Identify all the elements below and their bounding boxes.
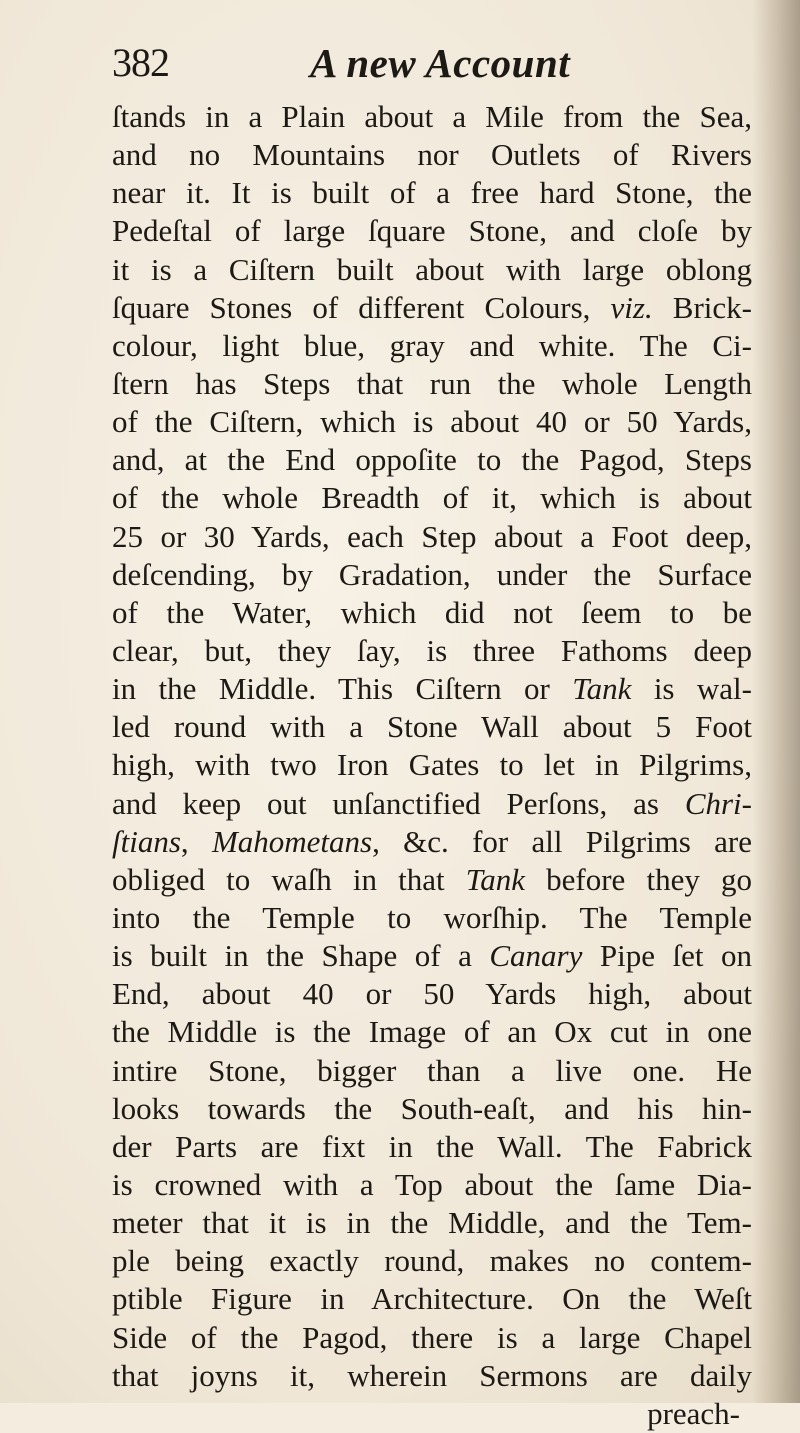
text-segment: that joyns it, wherein Sermons are daily xyxy=(112,1357,752,1393)
text-line xyxy=(112,670,752,708)
text-segment: ple being exactly round, makes no contem- xyxy=(112,1243,752,1279)
body-text xyxy=(112,98,752,1433)
text-segment: ptible Figure in Architecture. On the Weſt xyxy=(112,1281,752,1317)
text-segment: Brick- xyxy=(652,289,752,325)
text-line xyxy=(112,785,752,823)
text-segment: of the Ciſtern, which is about 40 or 50 Yards, xyxy=(112,404,752,440)
text-segment: looks towards the South-eaſt, and his hin- xyxy=(112,1090,752,1126)
text-segment: is crowned with a Top about the ſame Dia- xyxy=(112,1166,752,1202)
text-line xyxy=(112,708,752,746)
text-line xyxy=(112,632,752,670)
text-segment: in the Middle. This Ciſtern or xyxy=(112,671,573,707)
italic-word: Chri- xyxy=(684,785,752,821)
text-segment: into the Temple to worſhip. The Temple xyxy=(112,899,752,935)
text-line xyxy=(112,441,752,479)
text-line xyxy=(112,1242,752,1280)
text-segment: is built in the Shape of a xyxy=(112,938,490,974)
italic-word: Tank xyxy=(465,861,525,897)
text-line xyxy=(112,1090,752,1128)
text-line xyxy=(112,403,752,441)
text-segment: and, at the End oppoſite to the Pagod, Steps xyxy=(112,442,752,478)
text-segment: high, with two Iron Gates to let in Pilgrims, xyxy=(112,747,752,783)
text-segment: End, about 40 or 50 Yards high, about xyxy=(112,976,752,1012)
text-segment: Pedeſtal of large ſquare Stone, and cloſe by xyxy=(112,213,752,249)
text-line xyxy=(112,1166,752,1204)
italic-word: ſtians xyxy=(112,823,181,859)
text-segment: intire Stone, bigger than a live one. He xyxy=(112,1052,752,1088)
text-segment: led round with a Stone Wall about 5 Foot xyxy=(112,709,752,745)
italic-word: Tank xyxy=(572,671,632,707)
text-segment: obliged to waſh in that xyxy=(112,861,466,897)
text-line xyxy=(112,899,752,937)
text-line xyxy=(112,1395,752,1433)
text-line xyxy=(112,365,752,403)
text-segment: and keep out unſanctified Perſons, as xyxy=(112,785,685,821)
text-line xyxy=(112,98,752,136)
text-line xyxy=(112,861,752,899)
text-line xyxy=(112,1204,752,1242)
text-line xyxy=(112,136,752,174)
text-segment: deſcending, by Gradation, under the Surface xyxy=(112,556,752,592)
text-line xyxy=(112,594,752,632)
text-segment: near it. It is built of a free hard Stone, the xyxy=(112,175,752,211)
text-line xyxy=(112,1319,752,1357)
text-segment: of the whole Breadth of it, which is about xyxy=(112,480,752,516)
text-line xyxy=(112,1357,752,1395)
text-line xyxy=(112,556,752,594)
text-segment: before they go xyxy=(524,861,752,897)
text-segment: and no Mountains nor Outlets of Rivers xyxy=(112,137,752,173)
italic-word: Mahometans xyxy=(211,823,373,859)
text-line xyxy=(112,1052,752,1090)
text-line xyxy=(112,289,752,327)
text-segment: is wal- xyxy=(631,671,752,707)
text-segment: meter that it is in the Middle, and the Tem- xyxy=(112,1205,752,1241)
text-segment: Pipe ſet on xyxy=(582,938,752,974)
text-segment: clear, but, they ſay, is three Fathoms deep xyxy=(112,632,752,668)
running-head xyxy=(112,38,732,88)
text-line xyxy=(112,1128,752,1166)
text-segment: of the Water, which did not ſeem to be xyxy=(112,594,752,630)
text-segment: , xyxy=(180,823,212,859)
text-line xyxy=(112,212,752,250)
text-line xyxy=(112,1013,752,1051)
text-line xyxy=(112,479,752,517)
text-segment: preach- xyxy=(647,1395,740,1431)
text-segment: , &c. for all Pilgrims are xyxy=(372,823,752,859)
text-segment: the Middle is the Image of an Ox cut in one xyxy=(112,1014,752,1050)
text-line xyxy=(112,937,752,975)
text-segment: colour, light blue, gray and white. The Ci- xyxy=(112,327,752,363)
text-line xyxy=(112,251,752,289)
text-segment: ſtern has Steps that run the whole Length xyxy=(112,365,752,401)
text-segment: 25 or 30 Yards, each Step about a Foot deep, xyxy=(112,518,752,554)
text-line xyxy=(112,174,752,212)
italic-word: viz. xyxy=(610,289,653,325)
text-segment: ſquare Stones of different Colours, xyxy=(112,289,611,325)
text-segment: it is a Ciſtern built about with large oblong xyxy=(112,251,752,287)
running-head-title: A new Account xyxy=(310,40,571,86)
text-segment: Side of the Pagod, there is a large Chapel xyxy=(112,1319,752,1355)
text-segment: der Parts are fixt in the Wall. The Fabrick xyxy=(112,1128,752,1164)
text-line xyxy=(112,1280,752,1318)
page-number: 382 xyxy=(112,40,169,85)
text-line xyxy=(112,746,752,784)
text-segment: ſtands in a Plain about a Mile from the Sea, xyxy=(112,99,752,134)
italic-word: Canary xyxy=(489,938,583,974)
text-line xyxy=(112,327,752,365)
text-line xyxy=(112,975,752,1013)
text-line xyxy=(112,823,752,861)
text-line xyxy=(112,518,752,556)
